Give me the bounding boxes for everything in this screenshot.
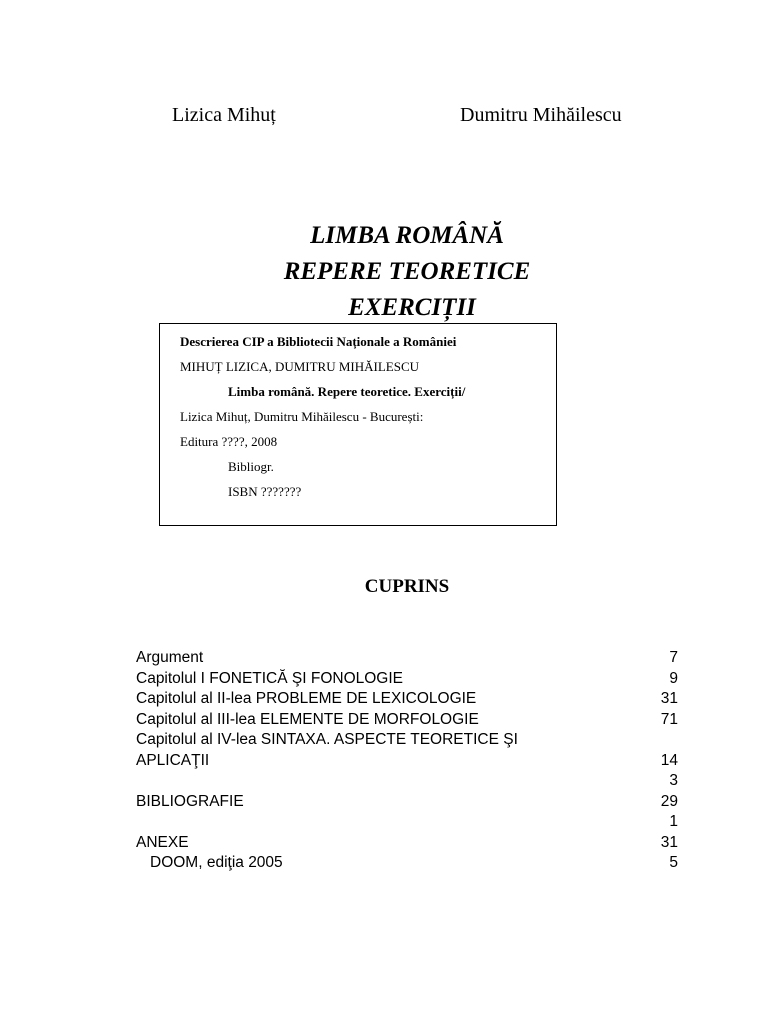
cip-line: ISBN ??????? <box>228 484 302 499</box>
toc-label: Capitolul I FONETICĂ ŞI FONOLOGIE <box>136 669 404 687</box>
toc-page-number: 71 <box>660 710 678 728</box>
toc-page-number: 5 <box>669 854 678 871</box>
toc-row <box>136 730 678 751</box>
toc-page-number: 3 <box>669 772 678 789</box>
toc-label: ANEXE <box>136 833 189 851</box>
toc-row <box>136 751 678 772</box>
contents-heading: CUPRINS <box>364 576 450 597</box>
authors <box>0 104 768 134</box>
table-of-contents <box>136 648 678 874</box>
toc-page-number: 1 <box>669 813 678 830</box>
toc-row <box>136 771 678 792</box>
author-name: Dumitru Mihăilescu <box>460 104 622 126</box>
toc-page-number: 14 <box>660 751 678 769</box>
toc-page-number: 7 <box>669 649 678 666</box>
toc-page-number: 9 <box>669 669 678 687</box>
toc-row <box>136 833 678 854</box>
toc-page-number: 31 <box>660 690 678 707</box>
author-name: Lizica Mihuț <box>172 104 276 126</box>
toc-label: Capitolul al II-lea PROBLEME DE LEXICOLOGIE <box>136 690 477 707</box>
book-title <box>0 218 768 326</box>
cip-line: Bibliogr. <box>228 459 274 474</box>
toc-row <box>136 648 678 669</box>
toc-row <box>136 689 678 710</box>
toc-row <box>136 710 678 731</box>
title-line: REPERE TEORETICE <box>283 258 531 285</box>
toc-page-number: 31 <box>660 833 678 851</box>
toc-row <box>136 812 678 833</box>
toc-row <box>136 792 678 813</box>
toc-row <box>136 853 678 874</box>
toc-label: BIBLIOGRAFIE <box>136 792 244 810</box>
toc-label: Argument <box>136 649 204 666</box>
cip-line: Descrierea CIP a Bibliotecii Naționale a României <box>180 334 457 349</box>
toc-label: Capitolul al IV-lea SINTAXA. ASPECTE TEORETICE ŞI <box>136 731 518 748</box>
title-line: LIMBA ROMÂNĂ <box>310 222 504 249</box>
title-line: EXERCIȚII <box>348 294 476 321</box>
toc-page-number: 29 <box>660 792 678 810</box>
cip-line: Limba română. Repere teoretice. Exerciții/ <box>228 384 466 399</box>
cip-line: Lizica Mihuț, Dumitru Mihăilescu - București: <box>180 409 424 424</box>
toc-row <box>136 669 678 690</box>
toc-label: DOOM, ediţia 2005 <box>150 854 283 871</box>
toc-label: Capitolul al III-lea ELEMENTE DE MORFOLOGIE <box>136 710 479 728</box>
toc-label: APLICAŢII <box>136 751 210 769</box>
cip-line: Editura ????, 2008 <box>180 434 278 449</box>
cip-description-box <box>159 323 557 526</box>
cip-line: MIHUȚ LIZICA, DUMITRU MIHĂILESCU <box>180 359 420 374</box>
